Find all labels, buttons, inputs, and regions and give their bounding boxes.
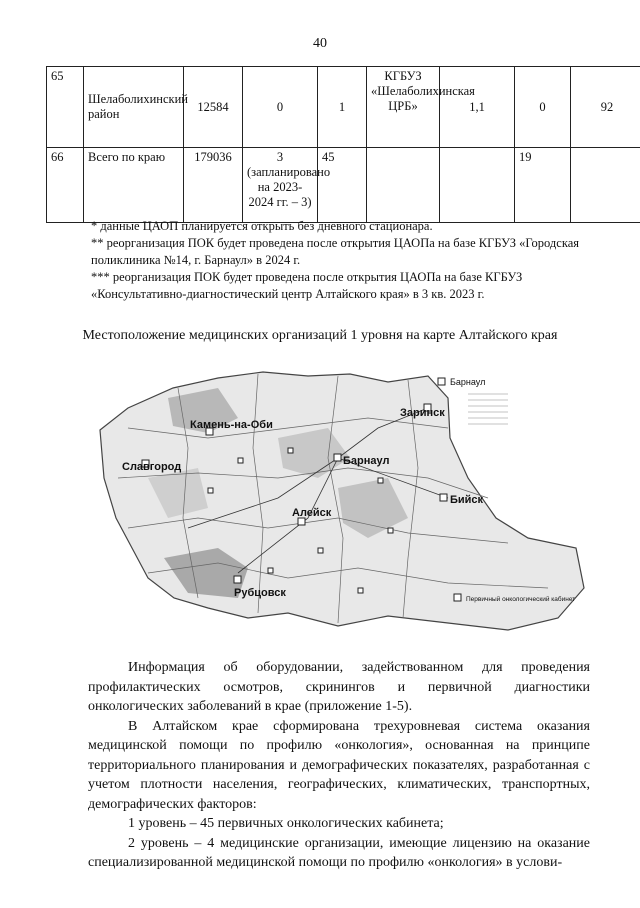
city-label: Барнаул [343,455,390,467]
city-label: Камень-на-Оби [190,419,273,431]
page-number: 40 [313,36,327,51]
city-label: Бийск [450,494,484,506]
cell-col-e [571,148,640,223]
cell-col-d: 19 [515,148,571,223]
cell-col-c [440,148,515,223]
legend-marker [438,378,445,385]
cell-col-e: 92 [571,67,640,148]
cell-name: Шелаболихинский район [84,67,184,148]
legend-label: Первичный онкологический кабинет [466,596,576,603]
cell-num: 65 [47,67,84,148]
footnotes [91,218,591,303]
table-row [47,148,640,223]
cell-name: Всего по краю [84,148,184,223]
footnote: ** реорганизация ПОК будет проведена после открытия ЦАОПа на базе КГБУЗ «Городская поликлиника №14, г. Барнаул» в 2024 г. [91,236,580,267]
region-map-svg [88,368,588,638]
data-table [46,66,640,223]
city-label: Заринск [400,407,445,419]
legend-lines [468,394,508,424]
cell-org [367,148,440,223]
cell-population: 12584 [184,67,243,148]
cell-col-a: 0 [243,67,318,148]
paragraph: В Алтайском крае сформирована трехуровневая система оказания медицинской помощи по профилю «онкология», основанная на принципе территориального планирования и демографических показателях, разработанная с учетом плотности населения, географических, климатических, транспортных, демографических факторов: [88,718,590,812]
paragraph: 2 уровень – 4 медицинские организации, имеющие лицензию на оказание специализированной медицинской помощи по профилю «онкология» в услови- [88,835,590,870]
city-label: Славгород [122,461,182,473]
cell-col-b: 1 [318,67,367,148]
region-map [88,368,588,638]
map-title: Местоположение медицинских организаций 1 уровня на карте Алтайского края [82,328,558,343]
paragraph: 1 уровень – 45 первичных онкологических кабинета; [128,816,444,831]
city-label: Алейск [292,507,332,519]
body-text [88,658,590,873]
footnote: *** реорганизация ПОК будет проведена после открытия ЦАОПа на базе КГБУЗ «Консультативно-диагностический центр Алтайского края» в 3 кв. 2023 г. [91,270,523,301]
cell-num: 66 [47,148,84,223]
table-row [47,67,640,148]
cell-col-c: 1,1 [440,67,515,148]
footnote: * данные ЦАОП планируется открыть без дневного стационара. [91,219,433,233]
cell-col-a: 3 (запланировано на 2023-2024 гг. – 3) [243,148,318,223]
paragraph: Информация об оборудовании, задействованном для проведения профилактических осмотров, скринингов и первичной диагностики онкологических заболеваний в крае (приложение 1-5). [88,660,590,714]
legend-label: Барнаул [450,377,486,387]
legend-marker [454,594,461,601]
cell-org: КГБУЗ «Шелаболихинская ЦРБ» [367,67,440,148]
city-label: Рубцовск [234,587,286,599]
cell-col-d: 0 [515,67,571,148]
cell-population: 179036 [184,148,243,223]
cell-col-b: 45 [318,148,367,223]
